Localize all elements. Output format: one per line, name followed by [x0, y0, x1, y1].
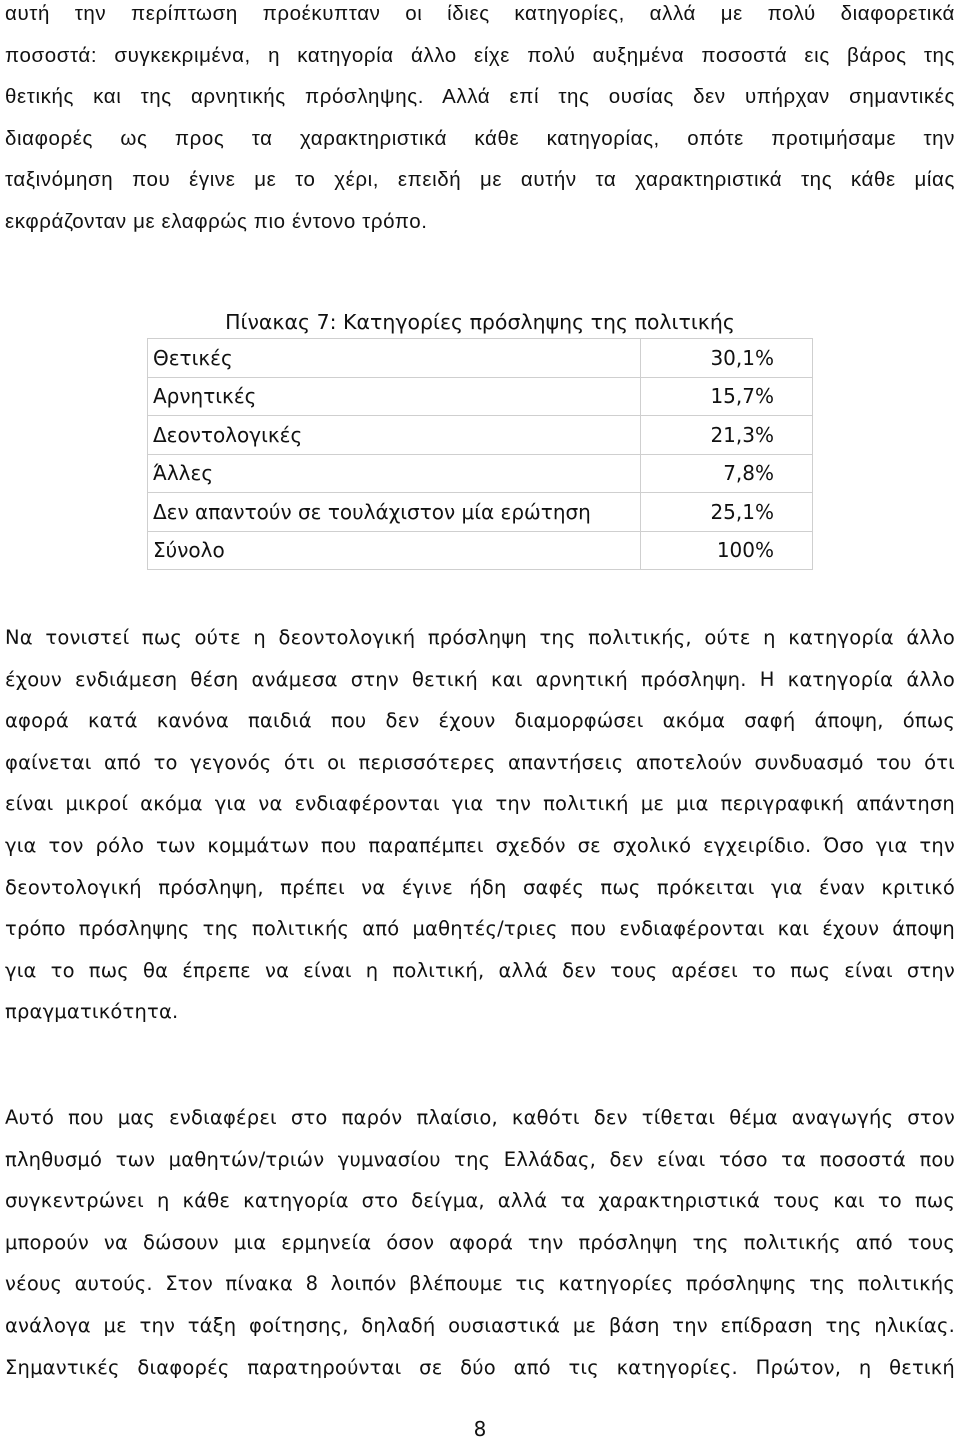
paragraph-intro [5, 0, 955, 243]
table-row [148, 377, 813, 416]
text-line: για τον ρόλο των κομμάτων που παραπέμπει σχεδόν σε σχολικό εγχειρίδιο. Όσο για την [5, 833, 955, 857]
table-row [148, 531, 813, 570]
row-value: 25,1% [641, 493, 813, 532]
row-label: Άλλες [148, 454, 641, 493]
text-line: πληθυσμό των μαθητών/τριών γυμνασίου της Ελλάδας, δεν είναι τόσο τα ποσοστά που [5, 1147, 955, 1171]
text-line: Αυτό που μας ενδιαφέρει στο παρόν πλαίσιο, καθότι δεν τίθεται θέμα αναγωγής στον [5, 1106, 955, 1129]
row-label: Σύνολο [148, 531, 641, 570]
text-line: Να τονιστεί πως ούτε η δεοντολογική πρόσληψη της πολιτικής, ούτε η κατηγορία άλλο [5, 626, 955, 649]
table-row [148, 416, 813, 455]
text-line: για το πως θα έπρεπε να είναι η πολιτική, αλλά δεν τους αρέσει το πως είναι στην [5, 958, 955, 982]
text-line: αυτή την περίπτωση προέκυπταν οι ίδιες κατηγορίες, αλλά με πολύ διαφορετικά [5, 2, 955, 25]
text-line: διαφορές ως προς τα χαρακτηριστικά κάθε κατηγορίας, οπότε προτιμήσαμε την [5, 126, 955, 150]
row-value: 30,1% [641, 339, 813, 378]
text-line: Σημαντικές διαφορές παρατηρούνται σε δύο από τις κατηγορίες. Πρώτον, η θετική [5, 1355, 955, 1379]
text-line: ανάλογα με την τάξη φοίτησης, δηλαδή ουσιαστικά με βάση την επίδραση της ηλικίας. [5, 1313, 955, 1337]
text-line: ποσοστά: συγκεκριμένα, η κατηγορία άλλο είχε πολύ αυξημένα ποσοστά εις βάρος της [5, 43, 955, 67]
row-value: 100% [641, 531, 813, 570]
table-row [148, 454, 813, 493]
text-line: αφορά κατά κανόνα παιδιά που δεν έχουν διαμορφώσει ακόμα σαφή άποψη, όπως [5, 709, 955, 733]
text-line: είναι μικροί ακόμα για να ενδιαφέρονται για την πολιτική με μια περιγραφική απάντηση [5, 792, 955, 816]
text-line: θετικής και της αρνητικής πρόσληψης. Αλλά επί της ουσίας δεν υπήρχαν σημαντικές [5, 85, 955, 109]
paragraph-analysis [5, 1097, 955, 1388]
text-line: δεοντολογική πρόσληψη, πρέπει να έγινε ήδη σαφές πως πρόκειται για έναν κριτικό [5, 875, 955, 899]
text-line: φαίνεται από το γεγονός ότι οι περισσότερες απαντήσεις αποτελούν συνδυασμό του ότι [5, 750, 955, 774]
text-line: τρόπο πρόσληψης της πολιτικής από μαθητές/τριες που ενδιαφέρονται και έχουν άποψη [5, 917, 955, 941]
categories-table [147, 338, 813, 570]
text-line: ταξινόμηση που έγινε με το χέρι, επειδή με αυτήν τα χαρακτηριστικά της κάθε μίας [5, 168, 955, 192]
paragraph-discussion [5, 617, 955, 1033]
page-number: 8 [473, 1417, 487, 1441]
row-value: 21,3% [641, 416, 813, 455]
text-line: πραγματικότητα. [5, 1000, 179, 1024]
row-value: 7,8% [641, 454, 813, 493]
row-label: Δεοντολογικές [148, 416, 641, 455]
text-line: μπορούν να δώσουν μια ερμηνεία όσον αφορά την πρόσληψη της πολιτικής από τους [5, 1230, 955, 1254]
text-line: εκφράζονταν με ελαφρώς πιο έντονο τρόπο. [5, 209, 428, 233]
table-row [148, 493, 813, 532]
row-label: Αρνητικές [148, 377, 641, 416]
row-label: Θετικές [148, 339, 641, 378]
table-caption: Πίνακας 7: Κατηγορίες πρόσληψης της πολιτικής [225, 310, 735, 334]
row-label: Δεν απαντούν σε τουλάχιστον μία ερώτηση [148, 493, 641, 532]
text-line: έχουν ενδιάμεση θέση ανάμεσα στην θετική και αρνητική πρόσληψη. Η κατηγορία άλλο [5, 667, 955, 691]
text-line: συγκεντρώνει η κάθε κατηγορία στο δείγμα, αλλά τα χαρακτηριστικά τους και το πως [5, 1189, 955, 1213]
text-line: νέους αυτούς. Στον πίνακα 8 λοιπόν βλέπουμε τις κατηγορίες πρόσληψης της πολιτικής [5, 1272, 955, 1296]
row-value: 15,7% [641, 377, 813, 416]
table-row [148, 339, 813, 378]
